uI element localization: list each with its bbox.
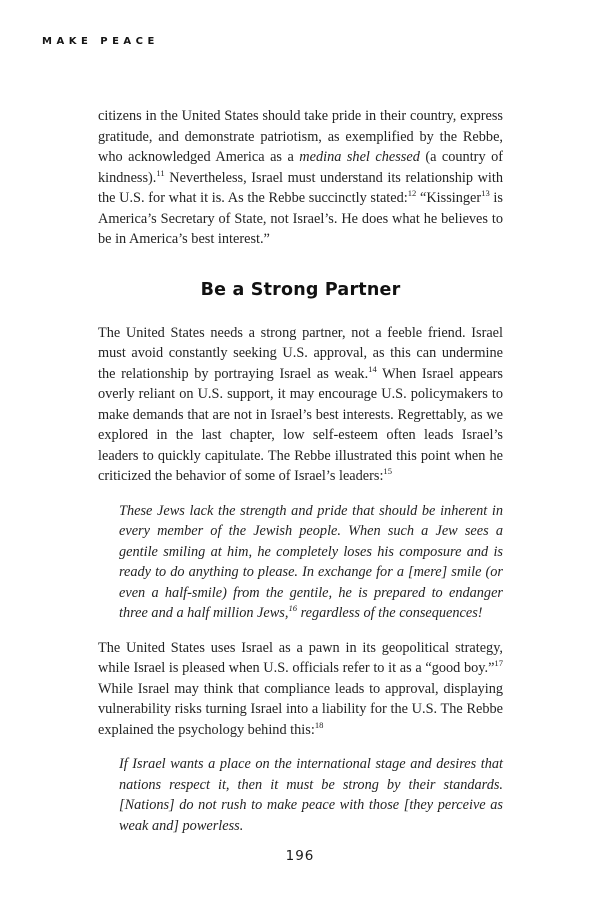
paragraph-intro: citizens in the United States should take pride in their country, express gratitude, and demonstrate patriotism, as exemplified by the Rebbe, who acknowledged America as a medina shel chessed (a country of kindness).$^{11}$ Nevertheless, Israel must understand its relationship with the U.S. for what it is. As the Rebbe succinctly stated:$^{12}$ “Kissinger$^{13}$ is America’s Secretary of State, not Israel’s. He does what he believes to be in America’s best interest.” <box>98 108 503 247</box>
paragraph-strong-partner: The United States needs a strong partner, not a feeble friend. Israel must avoid constantly seeking U.S. approval, as this can undermine the relationship by portraying Israel as weak.$^{14}$ When Israel appears overly reliant on U.S. support, it may encourage U.S. policymakers to make demands that are not in Israel’s best interests. Regrettably, as we explored in the last chapter, low self-esteem often leads Israel’s leaders to quickly capitulate. The Rebbe illustrated this point when he criticized the behavior of some of Israel’s leaders:$^{15}$ <box>98 324 503 484</box>
paragraph-pawn: The United States uses Israel as a pawn in its geopolitical strategy, while Israel is pleased when U.S. officials refer to it as a “good boy.”$^{17}$ While Israel may think that compliance leads to approval, displaying vulnerability risks turning Israel into a liability for the U.S. The Rebbe explained the psychology behind this:$^{18}$ <box>98 639 503 738</box>
blockquote-rebbe-1: These Jews lack the strength and pride that should be inherent in every member of the Jewish people. When such a Jew sees a gentile smiling at him, he completely loses his composure and is ready to do anything to please. In exchange for a [mere] smile (or even a half-smile) from the gentile, he is prepared to endanger three and a half million Jews,$^{16}$ regardless of the consequences! <box>119 502 503 621</box>
blockquote-rebbe-2: If Israel wants a place on the international stage and desires that nations respect it, then it must be strong by their standards. [Nations] do not rush to make peace with those [they perceive as weak and] powerless. <box>119 756 503 834</box>
section-heading: Be a Strong Partner <box>200 279 401 300</box>
page-body <box>98 106 503 850</box>
page-number: 196 <box>285 848 315 864</box>
running-header: MAKE PEACE <box>42 36 159 47</box>
